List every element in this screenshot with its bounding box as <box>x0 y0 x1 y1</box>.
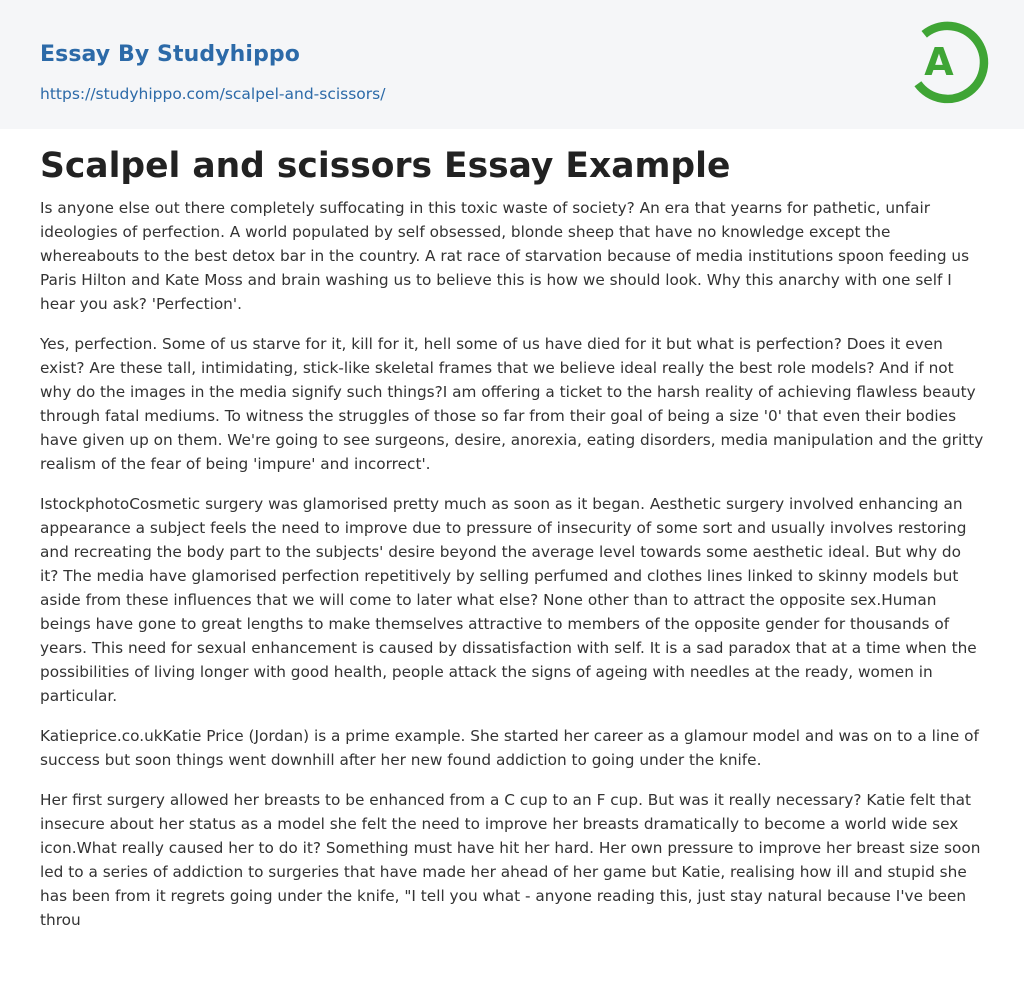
essay-paragraph-2: Yes, perfection. Some of us starve for it, kill for it, hell some of us have died for it but what is perfection? Does it even exist? Are these tall, intimidating, stick-like skeletal frames that we believe ideal really the best role models? And if not why do the images in the media signify such things?I am offering a ticket to the harsh reality of achieving flawless beauty through fatal mediums. To witness the struggles of those so far from their goal of being a size '0' that even their bodies have given up on them. We're going to see surgeons, desire, anorexia, eating disorders, media manipulation and the gritty realism of the fear of being 'impure' and incorrect'. <box>40 334 984 473</box>
essay-paragraph-4: Katieprice.co.ukKatie Price (Jordan) is a prime example. She started her career as a glamour model and was on to a line of success but soon things went downhill after her new found addiction to going under the knife. <box>40 726 979 769</box>
essay-title: Scalpel and scissors Essay Example <box>40 146 731 186</box>
site-brand[interactable]: Essay By Studyhippo <box>40 42 300 67</box>
essay-content <box>0 129 1024 932</box>
page-url-link[interactable]: https://studyhippo.com/scalpel-and-scissors/ <box>40 85 386 103</box>
essay-paragraph-3: IstockphotoCosmetic surgery was glamorised pretty much as soon as it began. Aesthetic surgery involved enhancing an appearance a subject feels the need to improve due to pressure of insecurity of some sort and usually involves restoring and recreating the body part to the subjects' desire beyond the average level towards some aesthetic ideal. But why do it? The media have glamorised perfection repetitively by selling perfumed and clothes lines linked to skinny models but aside from these influences that we will come to later what else? None other than to attract the opposite sex.Human beings have gone to great lengths to make themselves attractive to members of the opposite gender for thousands of years. This need for sexual enhancement is caused by dissatisfaction with self. It is a sad paradox that at a time when the possibilities of living longer with good health, people attack the signs of ageing with needles at the ready, women in particular. <box>40 494 977 705</box>
logo-letter: A <box>924 40 954 84</box>
essay-paragraph-1: Is anyone else out there completely suffocating in this toxic waste of society? An era that yearns for pathetic, unfair ideologies of perfection. A world populated by self obsessed, blonde sheep that have no knowledge except the whereabouts to the best detox bar in the country. A rat race of starvation because of media institutions spoon feeding us Paris Hilton and Kate Moss and brain washing us to believe this is how we should look. Why this anarchy with one self I hear you ask? 'Perfection'. <box>40 198 970 313</box>
studyhippo-logo-icon[interactable] <box>907 17 989 107</box>
essay-paragraph-5: Her first surgery allowed her breasts to be enhanced from a C cup to an F cup. But was it really necessary? Katie felt that insecure about her status as a model she felt the need to improve her breasts dramatically to become a world wide sex icon.What really caused her to do it? Something must have hit her hard. Her own pressure to improve her breast size soon led to a series of addiction to surgeries that have made her ahead of her game but Katie, realising how ill and stupid she has been from it regrets going under the knife, "I tell you what - anyone reading this, just stay natural because I've been throu <box>40 790 981 929</box>
site-header <box>0 0 1024 129</box>
